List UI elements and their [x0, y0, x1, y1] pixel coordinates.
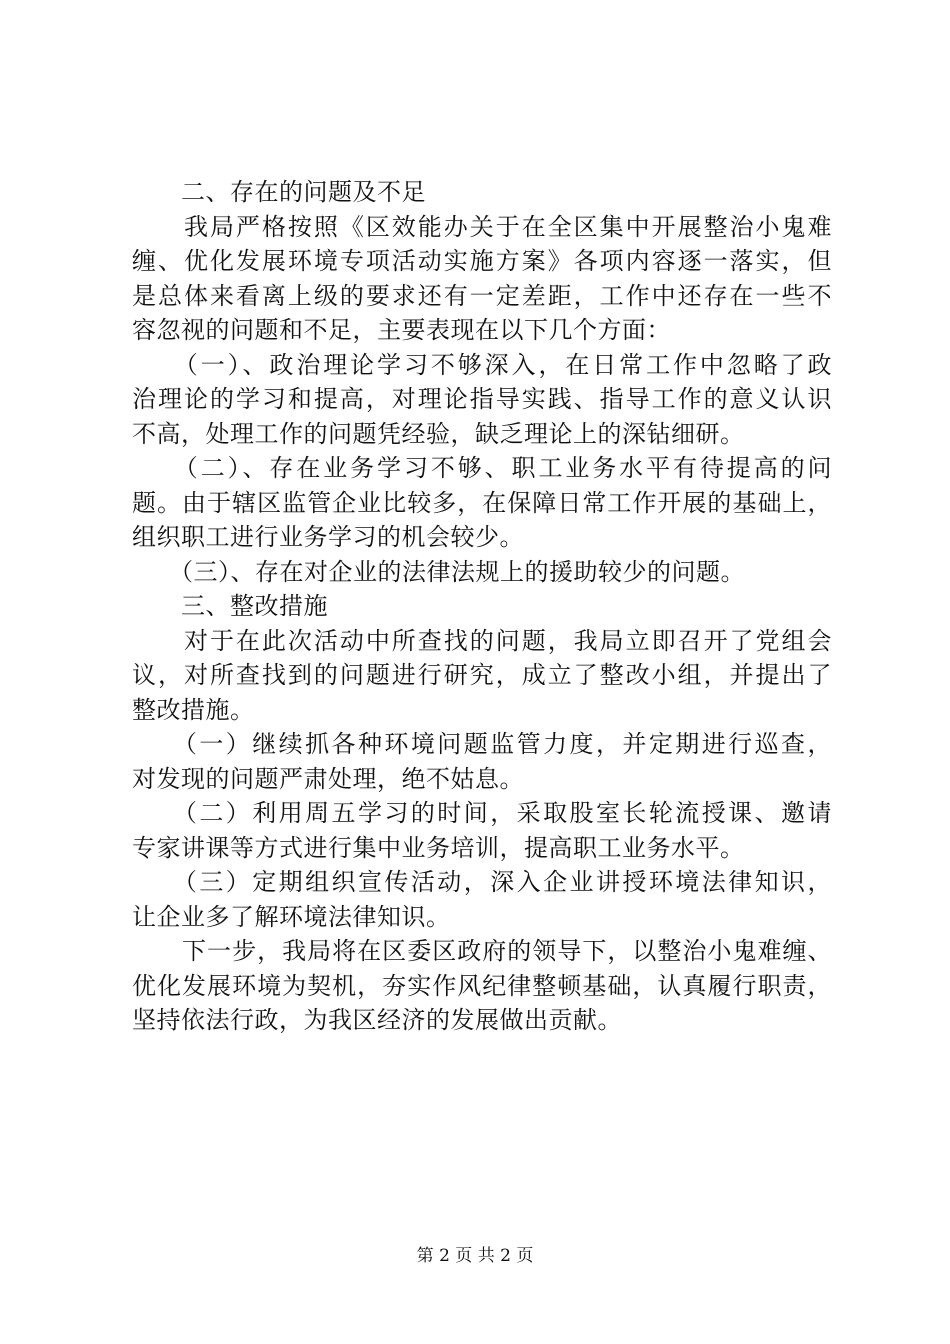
- paragraph-line: 对发现的问题严肃处理，绝不姑息。: [132, 764, 524, 793]
- section-heading-problems: 二、存在的问题及不足: [132, 178, 426, 206]
- paragraph-line: 容忽视的问题和不足，主要表现在以下几个方面：: [132, 316, 671, 344]
- paragraph-line: 专家讲课等方式进行集中业务培训，提高职工业务水平。: [132, 833, 745, 862]
- paragraph-line: 题。由于辖区监管企业比较多，在保障日常工作开展的基础上，: [132, 488, 832, 517]
- paragraph-line: （二）利用周五学习的时间，采取股室长轮流授课、邀请: [132, 799, 832, 827]
- paragraph-line: （二）、存在业务学习不够、职工业务水平有待提高的问: [132, 454, 832, 482]
- paragraph-line: 组织职工进行业务学习的机会较少。: [132, 523, 524, 551]
- paragraph-line: 坚持依法行政，为我区经济的发展做出贡献。: [132, 1006, 622, 1034]
- paragraph-line: （一）继续抓各种环境问题监管力度，并定期进行巡查，: [132, 730, 832, 758]
- paragraph-line: （三）、存在对企业的法律法规上的援助较少的问题。: [132, 557, 745, 586]
- section-heading-measures: 三、整改措施: [132, 592, 328, 620]
- paragraph-line: （三）定期组织宣传活动，深入企业讲授环境法律知识，: [132, 868, 832, 896]
- paragraph-line: 对于在此次活动中所查找的问题，我局立即召开了党组会: [132, 626, 832, 655]
- paragraph-line: 整改措施。: [132, 695, 255, 724]
- paragraph-line: 议，对所查找到的问题进行研究，成立了整改小组，并提出了: [132, 661, 832, 689]
- paragraph-line: （一）、政治理论学习不够深入，在日常工作中忽略了政: [132, 350, 832, 379]
- paragraph-line: 优化发展环境为契机，夯实作风纪律整顿基础，认真履行职责，: [132, 971, 832, 1000]
- paragraph-line: 不高，处理工作的问题凭经验，缺乏理论上的深钻细研。: [132, 419, 745, 448]
- paragraph-line: 是总体来看离上级的要求还有一定差距，工作中还存在一些不: [132, 281, 832, 310]
- document-body: [132, 175, 832, 1038]
- page-number-footer: 第 2 页 共 2 页: [416, 1246, 534, 1266]
- paragraph-line: 缠、优化发展环境专项活动实施方案》各项内容逐一落实，但: [132, 247, 832, 275]
- paragraph-line: 我局严格按照《区效能办关于在全区集中开展整治小鬼难: [132, 212, 832, 241]
- paragraph-line: 让企业多了解环境法律知识。: [132, 902, 451, 931]
- paragraph-line: 治理论的学习和提高，对理论指导实践、指导工作的意义认识: [132, 385, 832, 413]
- paragraph-line: 下一步，我局将在区委区政府的领导下，以整治小鬼难缠、: [132, 937, 832, 965]
